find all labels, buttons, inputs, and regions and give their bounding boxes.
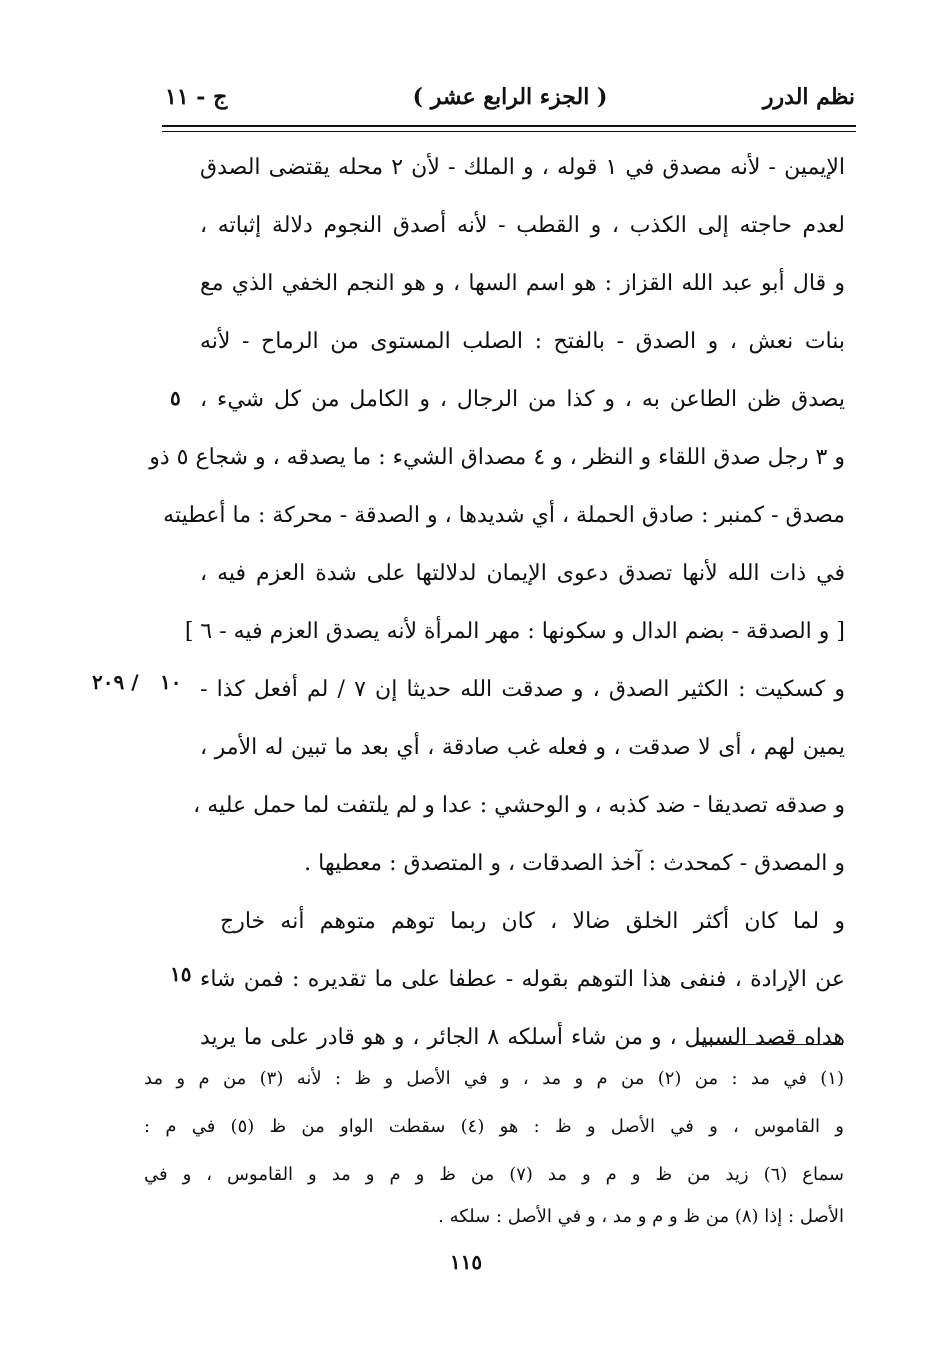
- body-line: و كسكيت : الكثير الصدق ، و صدقت الله حديثا إن ٧ / لم أفعل كذا -: [200, 677, 845, 702]
- line-number-5: ٥: [170, 386, 181, 410]
- body-line: يمين لهم ، أى لا صدقت ، و فعله غب صادقة ، أي بعد ما تبين له الأمر ،: [200, 735, 845, 760]
- body-line: و قال أبو عبد الله القزاز : هو اسم السها ، و هو النجم الخفي الذي مع: [200, 271, 845, 296]
- body-line: الإيمين - لأنه مصدق في ١ قوله ، و الملك - لأن ٢ محله يقتضى الصدق: [200, 155, 845, 180]
- body-line: لعدم حاجته إلى الكذب ، و القطب - لأنه أصدق النجوم دلالة إثباته ،: [200, 213, 845, 238]
- body-line: مصدق - كمنبر : صادق الحملة ، أي شديدها ، و الصدقة - محركة : ما أعطيته: [163, 503, 845, 528]
- footnote-separator: [695, 1044, 843, 1045]
- line-number-15: ١٥: [170, 962, 192, 986]
- body-line: [ و الصدقة - بضم الدال و سكونها : مهر المرأة لأنه يصدق العزم فيه - ٦ ]: [184, 619, 845, 644]
- header-rule-thick: [162, 125, 856, 127]
- body-line: و لما كان أكثر الخلق ضالا ، كان ربما توهم متوهم أنه خارج: [220, 909, 845, 934]
- body-line: يصدق ظن الطاعن به ، و كذا من الرجال ، و الكامل من كل شيء ،: [200, 387, 845, 412]
- body-line: و ٣ رجل صدق اللقاء و النظر ، و ٤ مصداق الشيء : ما يصدقه ، و شجاع ٥ ذو: [149, 445, 845, 470]
- header-rule-thin: [162, 131, 856, 132]
- manuscript-page-ref: ٢٠٩ /: [92, 670, 139, 694]
- body-line: و المصدق - كمحدث : آخذ الصدقات ، و المتصدق : معطيها .: [304, 851, 845, 876]
- body-line: بنات نعش ، و الصدق - بالفتح : الصلب المستوى من الرماح - لأنه: [200, 329, 845, 354]
- page-number: ١١٥: [449, 1250, 483, 1274]
- header-volume: ج - ١١: [165, 84, 228, 110]
- footnote-line: الأصل : إذا (٨) من ظ و م و مد ، و في الأصل : سلكه .: [438, 1206, 844, 1227]
- body-line: و صدقه تصديقا - ضد كذبه ، و الوحشي : عدا و لم يلتفت لما حمل عليه ،: [193, 793, 845, 818]
- header-book-title: نظم الدرر: [762, 84, 855, 110]
- running-header: [165, 78, 855, 118]
- body-line: عن الإرادة ، فنفى هذا التوهم بقوله - عطفا على ما تقديره : فمن شاء: [200, 967, 845, 992]
- footnote-line: سماع (٦) زيد من ظ و م و مد (٧) من ظ و م و مد و القاموس ، و في: [144, 1164, 844, 1185]
- footnote-line: و القاموس ، و في الأصل و ظ : هو (٤) سقطت الواو من ظ (٥) في م :: [144, 1116, 845, 1137]
- body-line: هداه قصد السبيل ، و من شاء أسلكه ٨ الجائر ، و هو قادر على ما يريد: [200, 1025, 845, 1050]
- footnote-line: (١) في مد : من (٢) من م و مد ، و في الأصل و ظ : لأنه (٣) من م و مد: [144, 1068, 844, 1089]
- header-part-title: ( الجزء الرابع عشر ): [412, 84, 608, 110]
- line-number-10: ١٠: [160, 670, 182, 694]
- body-line: في ذات الله لأنها تصدق دعوى الإيمان لدلالتها على شدة العزم فيه ،: [200, 561, 845, 586]
